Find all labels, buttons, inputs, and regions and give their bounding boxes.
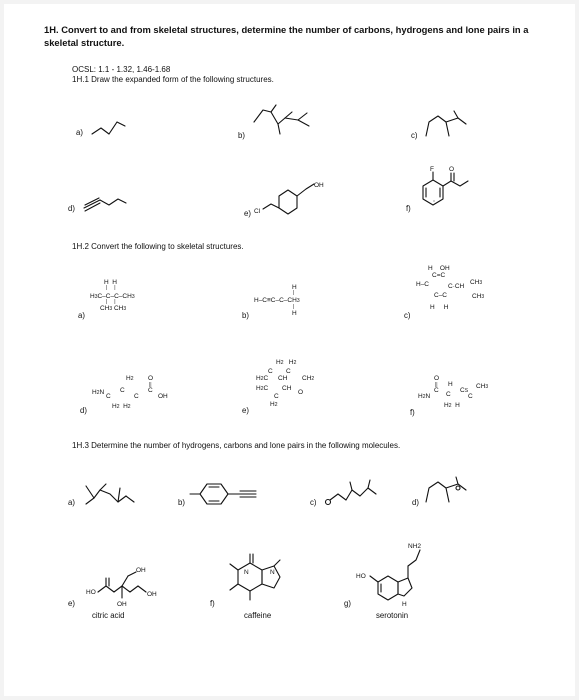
serotonin-nh-label: H bbox=[402, 601, 407, 608]
svg-text:H: H bbox=[448, 381, 453, 388]
serotonin-nh2-label: NH2 bbox=[408, 543, 422, 550]
q2-label-a: a) bbox=[78, 311, 85, 320]
citric-ho-label: HO bbox=[86, 589, 96, 596]
q3a-skeletal-structure bbox=[84, 480, 144, 510]
q3-label-a: a) bbox=[68, 498, 75, 507]
svg-text:H2N: H2N bbox=[92, 389, 105, 396]
svg-text:H: H bbox=[292, 284, 297, 291]
q2-label-d: d) bbox=[80, 406, 87, 415]
q3f-caffeine-structure bbox=[224, 544, 294, 610]
caffeine-n2-label: N bbox=[270, 569, 275, 576]
q3-label-d: d) bbox=[412, 498, 419, 507]
svg-text:O: O bbox=[298, 389, 304, 396]
svg-text:C: C bbox=[434, 387, 439, 394]
q1c-skeletal-structure bbox=[424, 112, 474, 142]
svg-text:C: C bbox=[148, 387, 153, 394]
svg-text:CH: CH bbox=[278, 375, 288, 382]
svg-text:C=C: C=C bbox=[432, 272, 446, 279]
q2-label-c: c) bbox=[404, 311, 411, 320]
citric-right-oh-label: OH bbox=[147, 591, 157, 598]
svg-text:|: | bbox=[293, 290, 295, 296]
q2f-condensed-structure bbox=[418, 370, 508, 416]
svg-text:CH3: CH3 bbox=[470, 279, 483, 286]
svg-text:H H: H H bbox=[104, 279, 117, 286]
caffeine-name: caffeine bbox=[244, 611, 272, 620]
svg-text:C–C: C–C bbox=[434, 292, 448, 299]
q2c-condensed-structure bbox=[414, 262, 494, 320]
q1b-skeletal-structure bbox=[254, 102, 324, 138]
svg-text:C: C bbox=[446, 391, 451, 398]
q2-label-e: e) bbox=[242, 406, 249, 415]
svg-text:H2N: H2N bbox=[418, 393, 431, 400]
q2d-condensed-structure bbox=[92, 370, 182, 416]
svg-text:C: C bbox=[268, 368, 273, 375]
ocsl-reference: OCSL: 1.1 - 1.32, 1.46-1.68 bbox=[72, 65, 171, 74]
svg-text:H2C: H2C bbox=[256, 385, 269, 392]
question-1h1-prompt: 1H.1 Draw the expanded form of the following structures. bbox=[72, 75, 274, 84]
q3d-skeletal-structure bbox=[424, 478, 484, 508]
q2a-condensed-structure bbox=[90, 276, 170, 320]
svg-text:H–C≡C–C–CH3: H–C≡C–C–CH3 bbox=[254, 297, 300, 304]
q3g-serotonin-structure bbox=[356, 540, 446, 612]
q3-label-f: f) bbox=[210, 599, 215, 608]
fluorine-atom-label: F bbox=[430, 166, 434, 173]
oxygen-atom-label: O bbox=[449, 166, 455, 173]
svg-text:CH2: CH2 bbox=[302, 375, 315, 382]
q2e-condensed-structure bbox=[254, 356, 334, 416]
q1a-skeletal-structure bbox=[92, 112, 132, 142]
q1d-skeletal-structure bbox=[84, 194, 134, 214]
svg-text:C: C bbox=[120, 387, 125, 394]
q1-label-b: b) bbox=[238, 131, 245, 140]
svg-text:H2 H: H2 H bbox=[444, 402, 460, 409]
svg-text:| |: | | bbox=[106, 285, 116, 291]
q3c-skeletal-structure bbox=[322, 478, 392, 512]
q3-label-c: c) bbox=[310, 498, 317, 507]
worksheet-heading: 1H. Convert to and from skeletal structures, determine the number of carbons, hydrogens and lone pairs in a skeletal structure. bbox=[44, 24, 529, 48]
q1-label-c: c) bbox=[411, 131, 418, 140]
q3-label-e: e) bbox=[68, 599, 75, 608]
svg-text:H–C: H–C bbox=[416, 281, 430, 288]
svg-text:CH: CH bbox=[282, 385, 292, 392]
svg-text:| |: | | bbox=[106, 299, 116, 305]
caffeine-n1-label: N bbox=[244, 569, 249, 576]
svg-text:C·CH: C·CH bbox=[448, 283, 465, 290]
svg-text:C: C bbox=[106, 393, 111, 400]
svg-text:H2: H2 bbox=[270, 401, 278, 408]
svg-text:H2: H2 bbox=[126, 375, 134, 382]
serotonin-name: serotonin bbox=[376, 611, 409, 620]
svg-text:CH3: CH3 bbox=[472, 293, 485, 300]
svg-text:OH: OH bbox=[158, 393, 168, 400]
q3-label-b: b) bbox=[178, 498, 185, 507]
q2-label-b: b) bbox=[242, 311, 249, 320]
q1-label-a: a) bbox=[76, 128, 83, 137]
svg-text:||: || bbox=[149, 382, 152, 388]
question-1h3-prompt: 1H.3 Determine the number of hydrogens, carbons and lone pairs in the following molecules. bbox=[72, 441, 401, 450]
svg-text:H2C: H2C bbox=[256, 375, 269, 382]
question-1h2-prompt: 1H.2 Convert the following to skeletal structures. bbox=[72, 242, 244, 251]
citric-top-oh-label: OH bbox=[136, 567, 146, 574]
q2b-condensed-structure bbox=[254, 282, 334, 322]
hydroxyl-label: OH bbox=[314, 182, 324, 189]
svg-text:|: | bbox=[293, 304, 295, 310]
worksheet-page bbox=[4, 4, 575, 696]
svg-text:CS: CS bbox=[460, 387, 469, 394]
citric-acid-name: citric acid bbox=[92, 611, 125, 620]
q2-label-f: f) bbox=[410, 408, 415, 417]
q1-label-e: e) bbox=[244, 209, 251, 218]
q3e-citric-acid-structure bbox=[84, 560, 174, 610]
svg-text:C: C bbox=[286, 368, 291, 375]
svg-text:O: O bbox=[148, 375, 154, 382]
svg-text:O: O bbox=[434, 375, 440, 382]
q3b-skeletal-structure bbox=[190, 478, 270, 510]
svg-text:CH3 CH3: CH3 CH3 bbox=[100, 305, 127, 312]
svg-text:CH3: CH3 bbox=[476, 383, 489, 390]
svg-text:C: C bbox=[134, 393, 139, 400]
q1f-skeletal-structure bbox=[416, 162, 476, 212]
svg-text:H: H bbox=[292, 310, 297, 317]
svg-text:H2 H2: H2 H2 bbox=[112, 403, 131, 410]
svg-text:H2 H2: H2 H2 bbox=[276, 359, 297, 366]
chlorine-atom-label: Cl bbox=[254, 208, 261, 215]
svg-text:||: || bbox=[435, 382, 438, 388]
svg-text:C: C bbox=[274, 393, 279, 400]
svg-text:H OH: H OH bbox=[428, 265, 450, 272]
svg-text:C: C bbox=[468, 393, 473, 400]
q1-label-f: f) bbox=[406, 204, 411, 213]
q1-label-d: d) bbox=[68, 204, 75, 213]
q1e-skeletal-structure bbox=[254, 172, 344, 218]
q3-label-g: g) bbox=[344, 599, 351, 608]
serotonin-ho-label: HO bbox=[356, 573, 366, 580]
citric-central-oh-label: OH bbox=[117, 601, 127, 608]
svg-text:H3C–C–C–CH3: H3C–C–C–CH3 bbox=[90, 293, 135, 300]
svg-text:H H: H H bbox=[430, 304, 449, 311]
